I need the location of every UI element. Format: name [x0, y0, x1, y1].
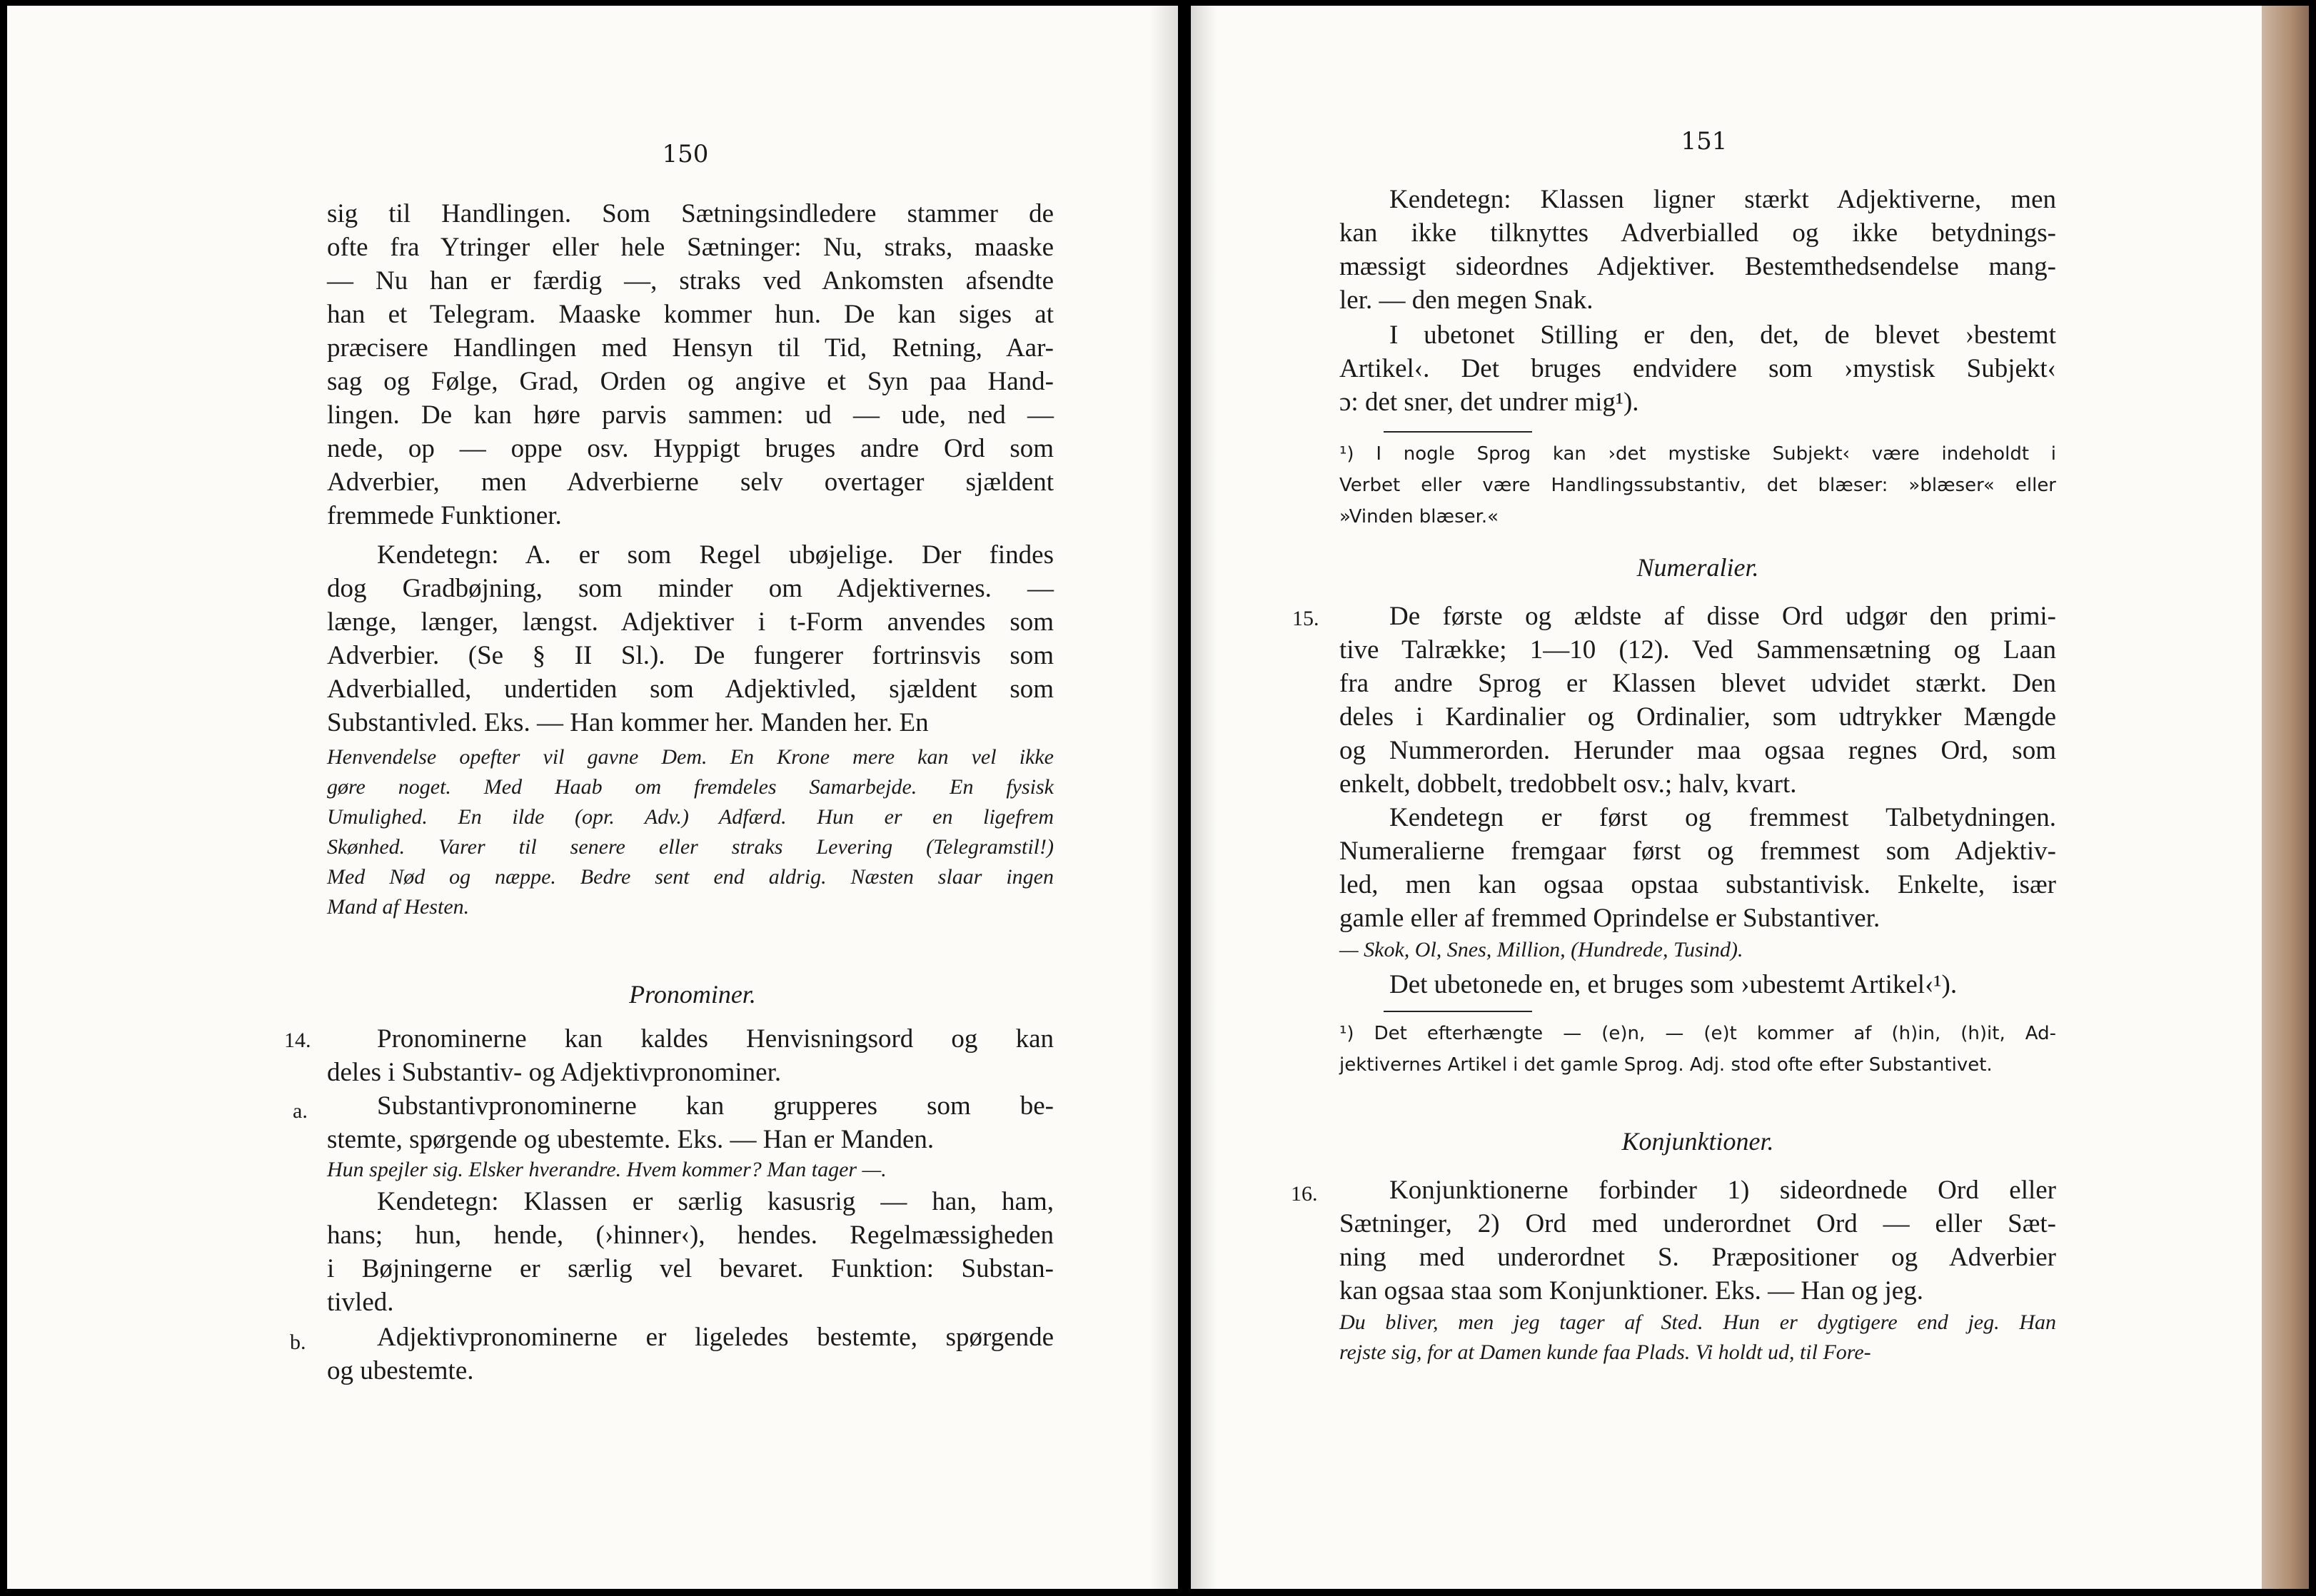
text-line: Adverbier, men Adverbierne selv overtager sjældent: [327, 468, 1054, 497]
substantivpronominer-kendetegn: [327, 1185, 1054, 1319]
text-line: Sætninger, 2) Ord med underordnet Ord — eller Sæt-: [1339, 1209, 2056, 1238]
text-line: Artikel‹. Det bruges endvidere som ›mystisk Subjekt‹: [1339, 354, 2056, 383]
text-line: tivled.: [327, 1288, 394, 1317]
left-examples: [327, 742, 1054, 922]
heading-numeralier: Numeralier.: [1636, 553, 1759, 582]
text-line: og ubestemte.: [327, 1356, 474, 1385]
text-line: deles i Substantiv- og Adjektivpronominer.: [327, 1058, 782, 1087]
text-line: præcisere Handlingen med Hensyn til Tid, Retning, Aar-: [327, 333, 1054, 363]
text-line: Du bliver, men jeg tager af Sted. Hun er dygtigere end jeg. Han: [1339, 1310, 2056, 1334]
section-number-14: 14.: [284, 1029, 311, 1052]
text-line: sig til Handlingen. Som Sætningsindledere stammer de: [327, 199, 1054, 228]
konjunktioner-examples: [1339, 1308, 2056, 1368]
text-line: dog Gradbøjning, som minder om Adjektivernes. —: [327, 574, 1054, 603]
footnote-2: [1339, 1018, 2056, 1081]
text-line: enkelt, dobbelt, tredobbelt osv.; halv, kvart.: [1339, 769, 1797, 799]
text-line: stemte, spørgende og ubestemte. Eks. — Han er Manden.: [327, 1125, 935, 1154]
text-line: I ubetonet Stilling er den, det, de blevet ›bestemt: [1389, 320, 2056, 350]
section-number-15: 15.: [1292, 607, 1319, 630]
text-line: rejste sig, for at Damen kunde faa Plads. Vi holdt ud, til Fore-: [1339, 1340, 1871, 1364]
text-line: Kendetegn: Klassen ligner stærkt Adjektiverne, men: [1389, 185, 2056, 214]
book-edge: [2262, 6, 2309, 1589]
text-line: Mand af Hesten.: [327, 895, 470, 919]
right-gutter-shadow: [1191, 6, 1217, 1589]
text-line: led, men kan ogsaa opstaa substantivisk. Enkelte, især: [1339, 870, 2056, 899]
subsection-a: a.: [293, 1099, 308, 1123]
footnote-rule-2: [1384, 1011, 1532, 1012]
text-line: Med Nød og næppe. Bedre sent end aldrig. Næsten slaar ingen: [327, 865, 1054, 889]
text-line: ¹) Det efterhængte — (e)n, — (e)t kommer af (h)in, (h)it, Ad-: [1339, 1023, 2056, 1044]
substantivpronominer: [327, 1089, 1054, 1156]
text-line: han et Telegram. Maaske kommer hun. De kan siges at: [327, 300, 1054, 329]
text-line: i Bøjningerne er særlig vel bevaret. Funktion: Substan-: [327, 1254, 1054, 1283]
left-page: [7, 6, 1178, 1589]
left-paragraph-kendetegn: [327, 538, 1054, 739]
text-line: Numeralierne fremgaar først og fremmest som Adjektiv-: [1339, 837, 2056, 866]
text-line: tive Talrække; 1—10 (12). Ved Sammensætning og Laan: [1339, 635, 2056, 665]
text-line: Kendetegn: Klassen er særlig kasusrig — han, ham,: [377, 1187, 1054, 1216]
text-line: Kendetegn er først og fremmest Talbetydningen.: [1389, 803, 2056, 832]
text-line: Hun spejler sig. Elsker hverandre. Hvem kommer? Man tager —.: [327, 1158, 887, 1181]
heading-pronominer: Pronominer.: [629, 980, 756, 1009]
text-line: Substantivled. Eks. — Han kommer her. Manden her. En: [327, 708, 929, 737]
text-line: Adverbier. (Se § II Sl.). De fungerer fortrinsvis som: [327, 641, 1054, 670]
text-line: Konjunktionerne forbinder 1) sideordnede Ord eller: [1389, 1176, 2056, 1205]
adjektivpronominer: [327, 1320, 1054, 1388]
page-number-151: 151: [1681, 127, 1728, 156]
page-number-150: 150: [662, 140, 709, 168]
text-line: deles i Kardinalier og Ordinalier, som udtrykker Mængde: [1339, 702, 2056, 732]
text-line: mæssigt sideordnes Adjektiver. Bestemthedsendelse mang-: [1339, 252, 2056, 281]
numeralier-kendetegn: [1339, 801, 2056, 935]
text-line: Substantivpronominerne kan grupperes som be-: [377, 1091, 1054, 1121]
subsection-b: b.: [290, 1330, 306, 1354]
text-line: sag og Følge, Grad, Orden og angive et Syn paa Hand-: [327, 367, 1054, 396]
text-line: ofte fra Ytringer eller hele Sætninger: Nu, straks, maaske: [327, 233, 1054, 262]
text-line: ler. — den megen Snak.: [1339, 286, 1593, 315]
numeralier-intro: [1339, 600, 2056, 801]
text-line: Pronominerne kan kaldes Henvisningsord og kan: [377, 1024, 1054, 1054]
heading-konjunktioner: Konjunktioner.: [1621, 1127, 1774, 1156]
text-line: Skønhed. Varer til senere eller straks Levering (Telegramstil!): [327, 835, 1054, 859]
text-line: »Vinden blæser.«: [1339, 506, 1499, 527]
pronominer-intro: [327, 1022, 1054, 1089]
substantivpronominer-examples: [327, 1155, 1054, 1185]
text-line: Verbet eller være Handlingssubstantiv, det blæser: »blæser« eller: [1339, 475, 2056, 496]
text-line: kan ikke tilknyttes Adverbialled og ikke betydnings-: [1339, 218, 2056, 248]
text-line: De første og ældste af disse Ord udgør den primi-: [1389, 602, 2056, 631]
text-line: Adjektivpronominerne er ligeledes bestemte, spørgende: [377, 1323, 1054, 1352]
text-line: nede, op — oppe osv. Hyppigt bruges andre Ord som: [327, 434, 1054, 463]
footnote-rule-1: [1384, 431, 1532, 433]
text-line: Adverbialled, undertiden som Adjektivled, sjældent som: [327, 675, 1054, 704]
konjunktioner-intro: [1339, 1173, 2056, 1308]
left-gutter-shadow: [1149, 6, 1178, 1589]
text-line: Henvendelse opefter vil gavne Dem. En Krone mere kan vel ikke: [327, 745, 1054, 769]
text-line: — Nu han er færdig —, straks ved Ankomsten afsendte: [327, 266, 1054, 296]
text-line: Kendetegn: A. er som Regel ubøjelige. Der findes: [377, 540, 1054, 570]
ubestemt-artikel: [1339, 968, 2056, 1001]
text-line: jektivernes Artikel i det gamle Sprog. Adj. stod ofte efter Substantivet.: [1339, 1054, 1993, 1076]
text-line: ɔ: det sner, det undrer mig¹).: [1339, 388, 1639, 417]
text-line: og Nummerorden. Herunder maa ogsaa regnes Ord, som: [1339, 736, 2056, 765]
numeralier-examples: [1339, 935, 2056, 965]
right-paragraph-kendetegn: [1339, 183, 2056, 317]
footnote-1: [1339, 438, 2056, 532]
text-line: hans; hun, hende, (›hinner‹), hendes. Regelmæssigheden: [327, 1221, 1054, 1250]
text-line: Umulighed. En ilde (opr. Adv.) Adfærd. Hun er en ligefrem: [327, 805, 1054, 829]
text-line: gøre noget. Med Haab om fremdeles Samarbejde. En fysisk: [327, 775, 1054, 799]
text-line: længe, længer, længst. Adjektiver i t-Form anvendes som: [327, 607, 1054, 637]
right-page: [1191, 6, 2262, 1589]
text-line: — Skok, Ol, Snes, Million, (Hundrede, Tusind).: [1339, 938, 1743, 961]
text-line: Det ubetonede en, et bruges som ›ubestemt Artikel‹¹).: [1389, 970, 1958, 999]
text-line: ¹) I nogle Sprog kan ›det mystiske Subjekt‹ være indeholdt i: [1339, 443, 2056, 465]
left-paragraph-1: [327, 197, 1054, 532]
text-line: fremmede Funktioner.: [327, 501, 562, 530]
right-paragraph-bestemt-artikel: [1339, 318, 2056, 419]
text-line: ning med underordnet S. Præpositioner og Adverbier: [1339, 1243, 2056, 1272]
text-line: gamle eller af fremmed Oprindelse er Substantiver.: [1339, 904, 1881, 933]
text-line: kan ogsaa staa som Konjunktioner. Eks. — Han og jeg.: [1339, 1276, 1923, 1305]
text-line: fra andre Sprog er Klassen blevet udvidet stærkt. Den: [1339, 669, 2056, 698]
section-number-16: 16.: [1291, 1182, 1318, 1206]
text-line: lingen. De kan høre parvis sammen: ud — ude, ned —: [327, 400, 1054, 430]
